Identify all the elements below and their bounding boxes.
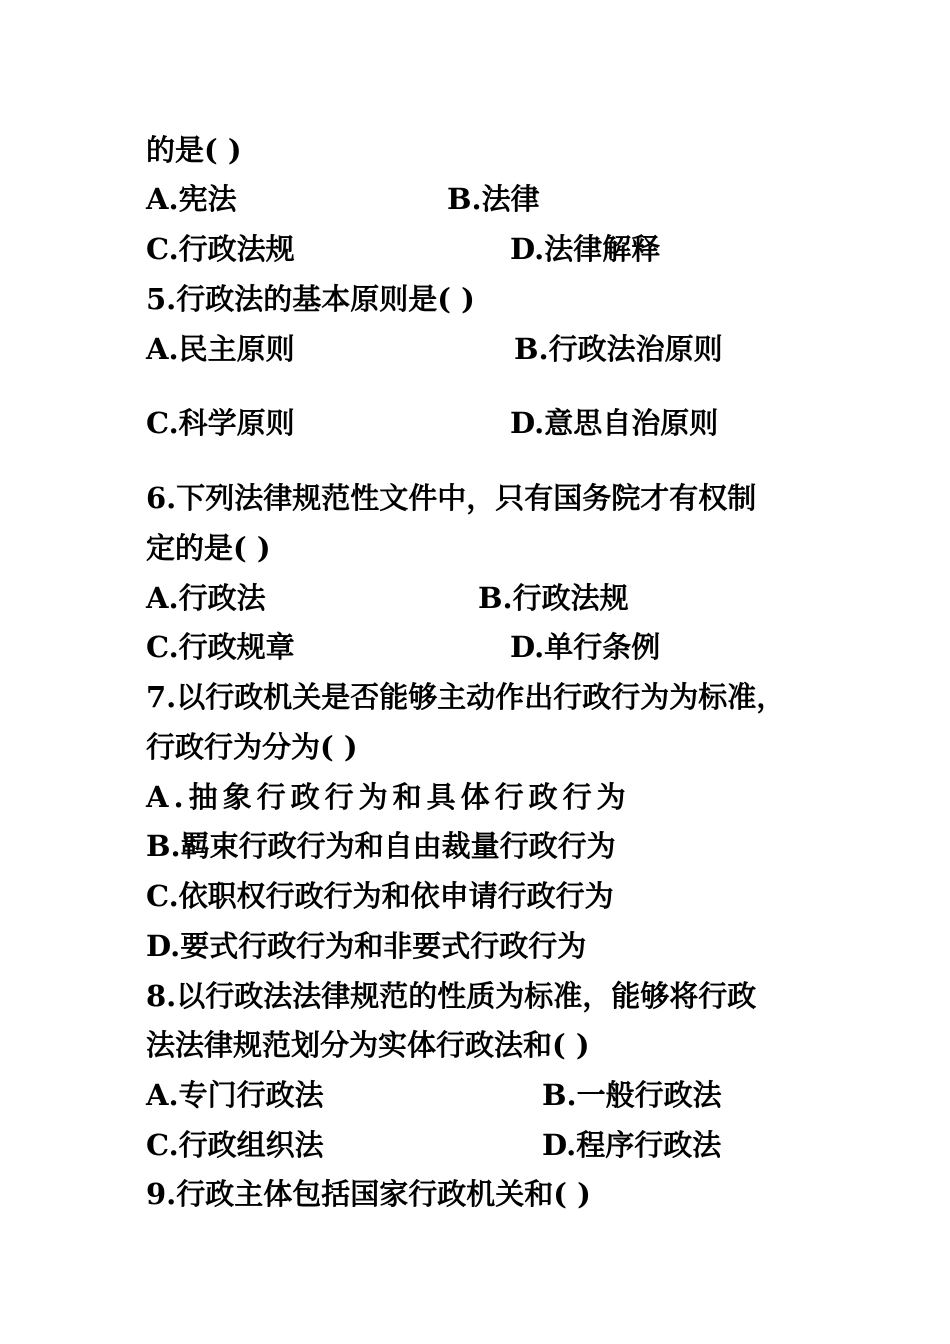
question-5-option-c: C.科学原则	[146, 406, 295, 440]
question-4-option-c: C.行政法规	[146, 232, 295, 266]
question-7-option-a: A.抽象行政行为和具体行政行为	[146, 780, 631, 814]
question-9-stem: 9.行政主体包括国家行政机关和( )	[146, 1177, 591, 1211]
question-7-option-b: B.羁束行政行为和自由裁量行政行为	[146, 829, 616, 863]
question-5-option-d: D.意思自治原则	[510, 406, 719, 440]
question-6-option-a: A.行政法	[146, 581, 266, 615]
question-6-option-d: D.单行条例	[510, 630, 661, 664]
question-6-option-b: B.行政法规	[478, 581, 629, 615]
question-6-option-c: C.行政规章	[146, 630, 295, 664]
question-7-option-c: C.依职权行政行为和依申请行政行为	[146, 879, 614, 913]
question-8-option-c: C.行政组织法	[146, 1128, 324, 1162]
question-7-option-d: D.要式行政行为和非要式行政行为	[146, 929, 587, 963]
question-6-stem-line-1: 6.下列法律规范性文件中，只有国务院才有权制	[146, 481, 757, 515]
question-4-option-d: D.法律解释	[510, 232, 661, 266]
question-8-stem-line-2: 法法律规范划分为实体行政法和( )	[146, 1028, 590, 1062]
question-6-stem-line-2: 定的是( )	[146, 531, 271, 565]
question-5-stem: 5.行政法的基本原则是( )	[146, 282, 475, 316]
question-7-stem-line-1: 7.以行政机关是否能够主动作出行政行为为标准，	[146, 680, 786, 714]
question-5-option-a: A.民主原则	[146, 332, 295, 366]
question-8-option-b: B.一般行政法	[542, 1078, 722, 1112]
question-7-stem-line-2: 行政行为分为( )	[146, 730, 358, 764]
question-4-option-a: A.宪法	[146, 182, 237, 216]
question-8-stem-line-1: 8.以行政法法律规范的性质为标准，能够将行政	[146, 979, 757, 1013]
question-4-stem-end: 的是( )	[146, 133, 242, 167]
question-8-option-d: D.程序行政法	[542, 1128, 722, 1162]
question-5-option-b: B.行政法治原则	[514, 332, 723, 366]
question-8-option-a: A.专门行政法	[146, 1078, 324, 1112]
question-4-option-b: B.法律	[447, 182, 540, 216]
